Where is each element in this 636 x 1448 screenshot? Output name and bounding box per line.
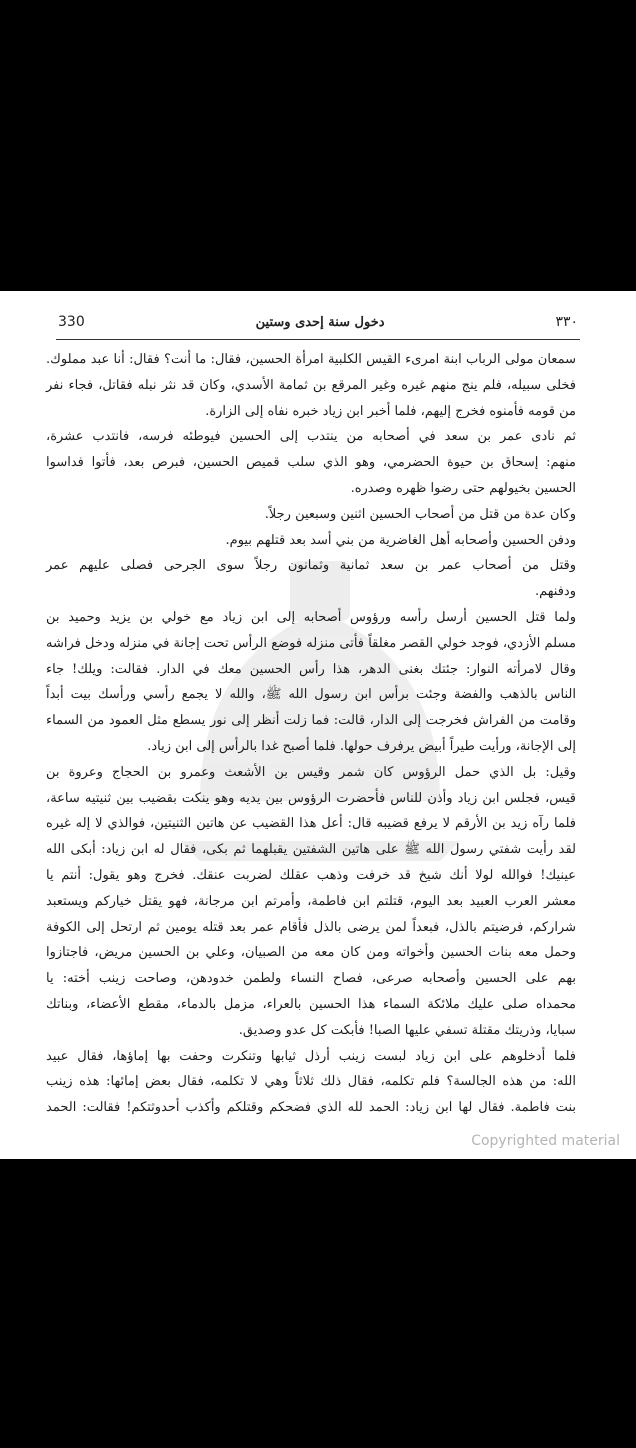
text-line: سمعان مولى الرباب ابنة امرىء القيس الكلبية امرأة الحسين، فقال: ما أنت؟ فقال: أنا عبد مملوك. — [46, 352, 576, 367]
text-line: شراركم، فرضيتم بالذل، فبعداً لمن يرضى بالذل فأقام عمر بعد قتله يومين ثم ارتحل إلى الكوفة — [46, 919, 576, 935]
text-body — [46, 347, 576, 1116]
page-number-arabic: ٣٣٠ — [555, 314, 578, 330]
page-header — [58, 307, 578, 337]
text-line: فخلى سبيله، فلم ينج منهم غيره وغير المرقع بن ثمامة الأسدي، وكان قد نثر نبله فقاتل، فجاء نفر — [46, 377, 576, 393]
text-line: إلى الإجانة، ورأيت طيراً أبيض يرفرف حولها. فلما أصبح غدا بالرأس إلى ابن زياد. — [147, 738, 576, 754]
text-line: لقد رأيت شفتي رسول الله ﷺ على هاتين الشفتين يقبلهما ثم بكى، فقال له ابن زياد: أبكى الله — [46, 842, 576, 858]
text-line: وكان عدة من قتل من أصحاب الحسين اثنين وسبعين رجلاً. — [264, 506, 576, 522]
text-line: ولما قتل الحسين أرسل رأسه ورؤوس أصحابه إلى ابن زياد مع خولي بن يزيد وحميد بن — [46, 609, 576, 625]
copyright-notice: Copyrighted material — [471, 1133, 620, 1149]
text-line: فلما أدخلوهم على ابن زياد لبست زينب أرذل ثيابها وتنكرت وحفت بها إماؤها، فقال عبيد — [46, 1048, 576, 1064]
text-line: ثم نادى عمر بن سعد في أصحابه من ينتدب إلى الحسين فيوطئه فرسه، فانتدب عشرة، — [46, 429, 576, 445]
text-line: وقتل من أصحاب عمر بن سعد ثمانية وثمانون رجلاً سوى الجرحى فصلى عليهم عمر — [46, 558, 576, 574]
text-line: وقيل: بل الذي حمل الرؤوس كان شمر وقيس بن الأشعث وعمرو بن الحجاج وعروة بن — [46, 764, 576, 780]
running-title: دخول سنة إحدى وستين — [255, 314, 385, 330]
text-line: وقامت من الفراش فخرجت إلى الدار، قالت: فما زلت أنظر إلى نور يسطع مثل العمود من السماء — [46, 713, 576, 729]
text-line: من قومه فأمنوه فخرج إليهم، فلما أخبر ابن زياد خبره نفاه إلى الزارة. — [205, 403, 576, 419]
text-line: معشر العرب العبيد بعد اليوم، قتلتم ابن فاطمة، وأمرتم ابن مرجانة، فهو يقتل خياركم ويستعبد — [46, 893, 576, 909]
text-line: سبايا، وذريتك مقتلة تسفي عليها الصبا! فأبكت كل عدو وصديق. — [238, 1022, 576, 1038]
text-line: الله: من هذه الجالسة؟ فلم تكلمه، فقال ذلك ثلاثاً وهي لا تكلمه، فقال بعض إمائها: هذه زينب — [46, 1074, 576, 1090]
text-line: فلما رآه زيد بن الأرقم لا يرفع قضيبه قال: أعل هذا القضيب عن هاتين الثنيتين، فوالذي لا إله غيره — [46, 816, 576, 832]
text-line: بهم على الحسين وأصحابه صرعى، فصاح النساء ولطمن خدودهن، وصاحت زينب أخته: يا — [46, 971, 576, 987]
text-line: وقال لامرأته النوار: جئتك بغنى الدهر، هذا رأس الحسين معك في الدار. فقالت: ويلك! جاء — [46, 661, 576, 677]
page-number-latin: 330 — [58, 314, 85, 330]
text-line: مسلم الأزدي، فوجد خولي القصر مغلقاً فأتى منزله فوضع الرأس تحت إجانة في منزله ودخل فراشه — [46, 635, 576, 651]
text-line: الحسين بخيولهم حتى رضوا ظهره وصدره. — [350, 480, 576, 496]
text-line: وحمل معه بنات الحسين وأخواته ومن كان معه من الصبيان، وعلي بن الحسين مريض، فاجتازوا — [46, 945, 576, 961]
text-line: عينيك! فوالله لولا أنك شيخ قد خرفت وذهب عقلك لضربت عنقك. فخرج وهو يقول: أنتم يا — [46, 867, 576, 883]
text-line: منهم: إسحاق بن حيوة الحضرمي، وهو الذي سلب قميص الحسين، فبرص بعد، فأتوا فداسوا — [46, 455, 576, 471]
text-line: محمداه صلى عليك ملائكة السماء هذا الحسين بالعراء، مزمل بالدماء، مقطع الأعضاء، وبناتك — [46, 996, 576, 1012]
book-page — [0, 291, 636, 1159]
text-line: ودفن الحسين وأصحابه أهل الغاضرية من بني أسد بعد قتلهم بيوم. — [225, 532, 576, 548]
text-line: الناس بالذهب والفضة وجئت برأس ابن رسول الله ﷺ، والله لا يجمع رأسي ورأسك بيت أبداً — [46, 687, 576, 703]
text-line: بنت فاطمة. فقال لها ابن زياد: الحمد لله الذي فضحكم وقتلكم وأكذب أحدوثتكم! فقالت: الحمد — [46, 1100, 576, 1116]
text-line: ودفنهم. — [535, 584, 576, 600]
text-line: قيس، فجلس ابن زياد وأذن للناس فأحضرت الرؤوس بين يديه وهو ينكت بقضيب بين ثنيتيه ساعة، — [46, 790, 576, 806]
header-rule — [56, 339, 580, 340]
